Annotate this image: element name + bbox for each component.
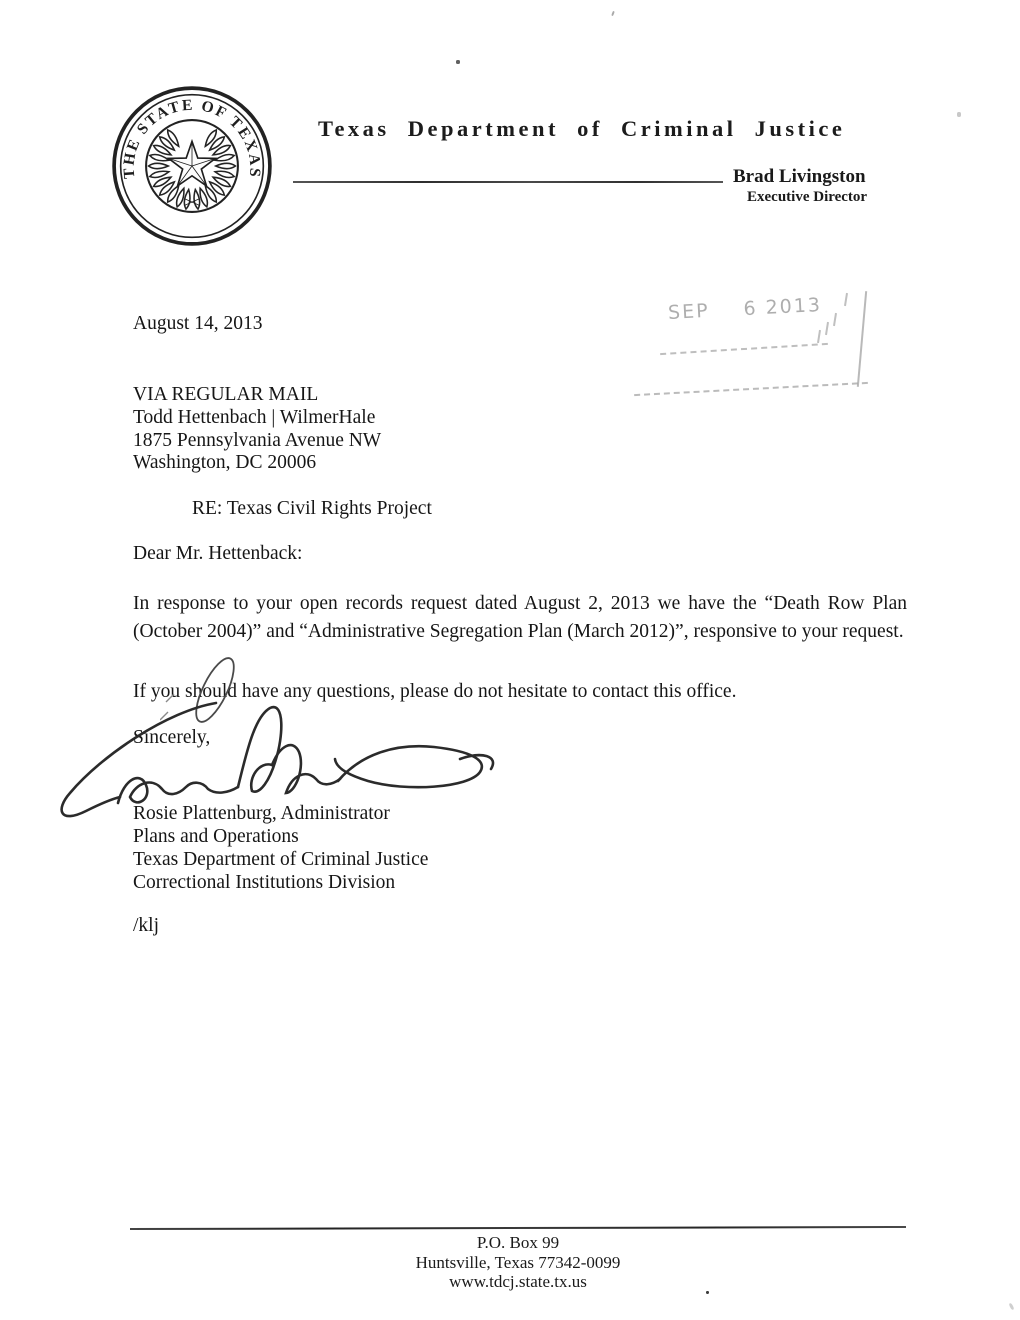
salutation: Dear Mr. Hettenback: [133, 543, 303, 564]
footer-rule [130, 1226, 906, 1230]
scan-artifact [1009, 1303, 1015, 1311]
re-subject-line: RE: Texas Civil Rights Project [192, 498, 432, 519]
official-title: Executive Director [747, 189, 868, 205]
footer-address [130, 1233, 906, 1292]
stamp-box-line [857, 291, 867, 387]
recipient-line: Todd Hettenbach | WilmerHale [133, 407, 376, 428]
seal-star [169, 141, 216, 186]
scan-artifact [611, 11, 615, 16]
stamp-box-line [660, 343, 828, 355]
signer-department: Plans and Operations [133, 826, 299, 847]
body-paragraph-1: In response to your open records request dated August 2, 2013 we have the “Death Row Plan (October 2004)” and “Administrative Segregation Plan (March 2012)”, responsive to your request. [133, 593, 907, 642]
scan-artifact [456, 60, 460, 64]
stamp-box-line [634, 382, 868, 396]
stamp-tick-mark [825, 322, 829, 335]
signer-name-title: Rosie Plattenburg, Administrator [133, 803, 390, 824]
header-rule [293, 181, 723, 183]
recipient-line: 1875 Pennsylvania Avenue NW [133, 429, 382, 451]
signer-division: Correctional Institutions Division [133, 872, 396, 893]
letter-date: August 14, 2013 [133, 313, 263, 334]
official-block [733, 166, 867, 206]
stamp-day-year: 6 2013 [742, 293, 823, 321]
agency-title: Texas Department of Criminal Justice [318, 116, 846, 141]
typist-initials: /klj [133, 915, 160, 936]
scan-artifact [957, 112, 961, 117]
delivery-method: VIA REGULAR MAIL [133, 384, 319, 405]
stamp-tick-mark [817, 330, 821, 343]
body-paragraph-2: If you should have any questions, please do not hesitate to contact this office. [133, 681, 737, 702]
footer-city-zip: Huntsville, Texas 77342-0099 [415, 1252, 621, 1272]
signature-block [133, 802, 428, 894]
scan-artifact [706, 1291, 709, 1294]
closing: Sincerely, [133, 727, 211, 748]
footer-po-box: P.O. Box 99 [476, 1233, 560, 1252]
stamp-month: SEP [667, 299, 711, 325]
footer-website: www.tdcj.state.tx.us [449, 1272, 587, 1291]
received-date-stamp [668, 294, 823, 324]
recipient-line: Washington, DC 20006 [133, 452, 317, 473]
recipient-address [133, 407, 381, 475]
stamp-tick-mark [844, 293, 848, 306]
official-name: Brad Livingston [733, 166, 866, 187]
seal-text: THE STATE OF TEXAS [120, 96, 264, 180]
state-of-texas-seal-icon [110, 84, 274, 248]
signer-agency: Texas Department of Criminal Justice [133, 849, 429, 870]
stamp-tick-mark [833, 313, 837, 326]
